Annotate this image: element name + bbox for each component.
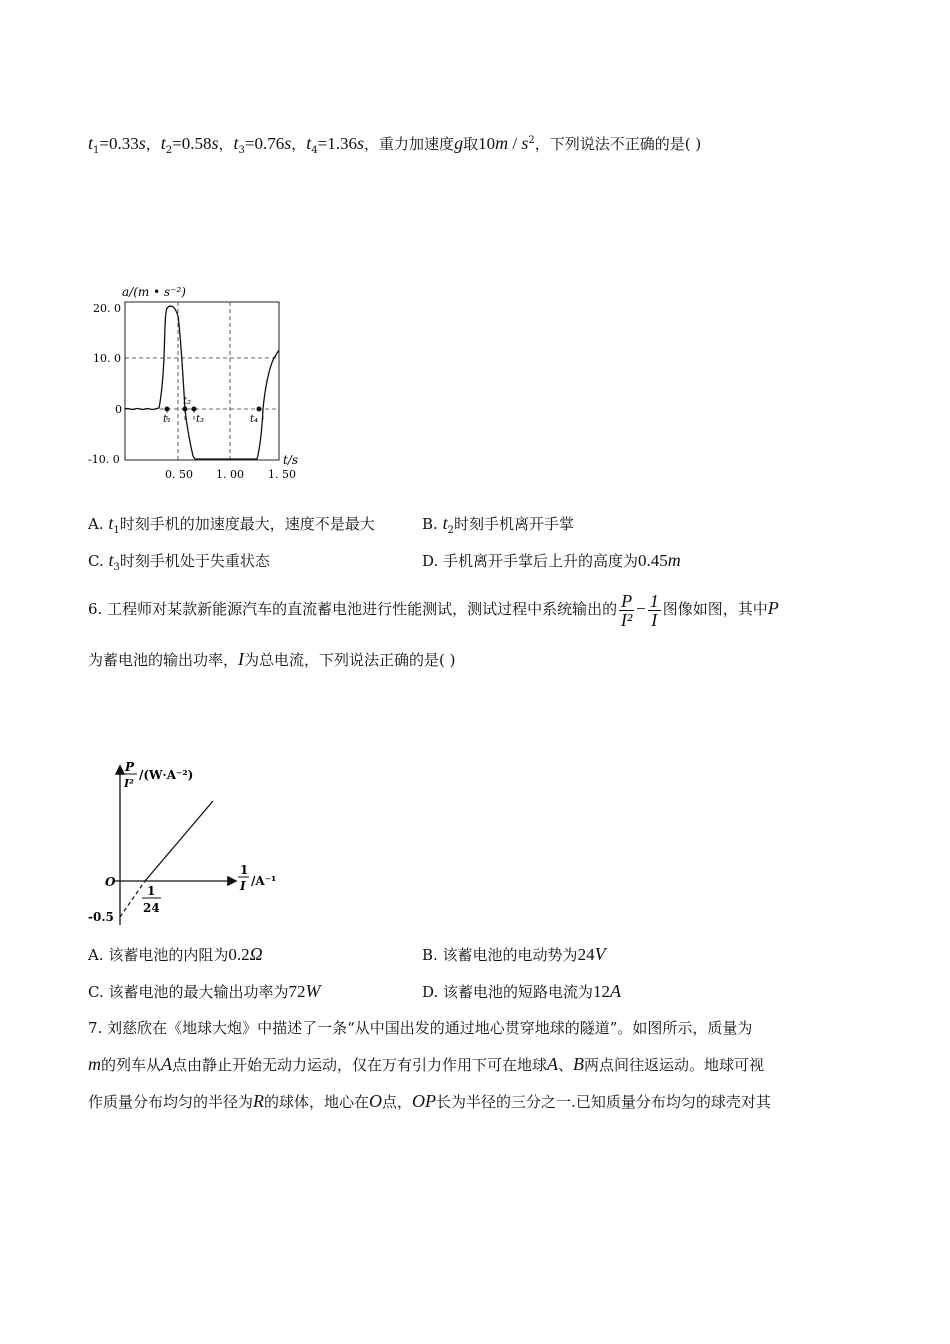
q6-p-over-i2-graph [85, 755, 295, 930]
q5-xtick-050: 0. 50 [165, 468, 193, 481]
q5-label-t2: t₂ [183, 396, 192, 407]
q6-frac-1-over-i: $\frac{1}{I}$ [649, 590, 659, 630]
q5-option-b: B. $t_2$时刻手机离开手掌 [422, 513, 574, 536]
q5-acceleration-graph [85, 278, 315, 484]
q6-stem-line2: 为蓄电池的输出功率，I为总电流，下列说法正确的是( ) [88, 649, 456, 669]
q6-data-line [145, 801, 213, 881]
q5-ytick-neg10: -10. 0 [88, 453, 120, 466]
q6-ylabel-unit: /(W·A⁻²) [139, 768, 194, 782]
q5-point-t1 [165, 407, 170, 412]
q6-option-c: C. 该蓄电池的最大输出功率为72W [88, 981, 321, 1001]
q5-option-a: A. $t_1$时刻手机的加速度最大，速度不是最大 [88, 513, 375, 536]
q6-stem-line1: 6. 工程师对某款新能源汽车的直流蓄电池进行性能测试，测试过程中系统输出的 $\frac{P}{\text{I²}}$ − $\frac{1}{I}$ 图像如图，其中P [88, 590, 779, 630]
q5-grid [125, 302, 279, 460]
q5-y-axis-label: a/(m • s⁻²) [122, 285, 186, 299]
q5-plot-frame [125, 302, 279, 460]
q5-stem: $t_1=0.33s$，$t_2=0.58s$，$t_3=0.76s$，$t_4=1.36s$，重力加速度g取$10m / s^2$，下列说法不正确的是( ) [88, 133, 702, 156]
q5-ytick-0: 0 [115, 403, 122, 416]
q7-line1: 7. 刘慈欣在《地球大炮》中描述了一条“从中国出发的通过地心贯穿地球的隧道”。如图所示，质量为 [88, 1019, 753, 1037]
q6-frac-p-over-i2: $\frac{P}{\text{I²}}$ [620, 590, 633, 630]
q6-xlabel-unit: /A⁻¹ [251, 874, 277, 888]
q6-intercept-y: -0.5 [88, 910, 114, 924]
q5-label-t4: t₄ [250, 414, 259, 425]
q5-point-t2 [183, 407, 188, 412]
q6-ylabel-p: P [125, 760, 135, 774]
q6-intercept-x-top: 1 [147, 884, 156, 898]
q7-line3: 作质量分布均匀的半径为R的球体，地心在O点，OP长为半径的三分之一.已知质量分布均匀的球壳对其 [88, 1091, 771, 1111]
q5-ytick-10: 10. 0 [93, 352, 121, 365]
q6-intercept-x-bottom: 24 [143, 901, 160, 915]
q5-point-t4 [257, 407, 262, 412]
q5-option-c: C. $t_3$时刻手机处于失重状态 [88, 550, 270, 573]
q6-xlabel-1: 1 [240, 863, 249, 877]
q5-xtick-100: 1. 00 [216, 468, 244, 481]
q6-option-b: B. 该蓄电池的电动势为24V [422, 944, 606, 964]
q5-point-t3 [192, 407, 197, 412]
q6-origin-label: O [105, 875, 116, 889]
q5-label-t3: t₃ [196, 414, 205, 425]
q6-dashed-extension [120, 881, 145, 917]
q6-ylabel-i2: I² [124, 777, 134, 790]
q7-line2: m的列车从A点由静止开始无动力运动，仅在万有引力作用下可在地球A、B两点间往返运动。地球可视 [88, 1054, 765, 1074]
q5-x-axis-label: t/s [283, 453, 299, 467]
q5-xtick-150: 1. 50 [268, 468, 296, 481]
q5-option-d: D. 手机离开手掌后上升的高度为0.45m [422, 550, 681, 570]
q5-acceleration-curve [125, 306, 279, 459]
q6-option-d: D. 该蓄电池的短路电流为12A [422, 981, 622, 1001]
q6-option-a: A. 该蓄电池的内阻为0.2Ω [88, 944, 263, 964]
q5-ytick-20: 20. 0 [93, 302, 121, 315]
q6-xlabel-i: I [240, 879, 246, 893]
q5-label-t1: t₁ [163, 414, 172, 425]
